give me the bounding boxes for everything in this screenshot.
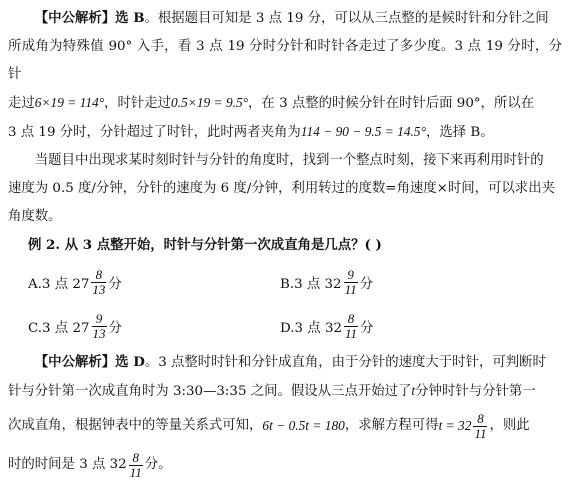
- text-run: 3 点 19 分时，分针超过了时针，此时两者夹角为: [8, 125, 301, 140]
- formula: 114 − 90 − 9.5 = 14.5°: [300, 124, 426, 139]
- text-run: 次成直角，根据钟表中的等量关系式可知，: [8, 418, 263, 433]
- option-c[interactable]: [28, 312, 268, 341]
- denominator: 11: [344, 325, 358, 341]
- analysis-1-line-2: 所成角为特殊值 90° 入手，看 3 点 19 分时分针和时针各走过了多少度。3 点 19 分时，分针: [8, 39, 562, 82]
- analysis-paragraph-2: [8, 348, 562, 484]
- analysis-2-line-2: [8, 377, 562, 406]
- text-run: ，在 3 点整的时候分针在时针后面 90°，所以在: [248, 96, 535, 111]
- solution-fraction: [473, 412, 487, 441]
- analysis-paragraph-1: [8, 4, 562, 147]
- text-run: 分钟时针与分针第一: [415, 384, 536, 399]
- analysis-1-line-3: [8, 89, 562, 118]
- option-b-suffix: 分: [359, 276, 373, 292]
- solution: t = 32: [438, 418, 472, 433]
- option-d-prefix: D.3 点 32: [280, 320, 342, 336]
- text-run: 。根据题目可知是 3 点 19 分，可以从三点整的是候时针和分针之间: [144, 11, 549, 26]
- numerator: 9: [344, 268, 358, 283]
- option-a[interactable]: [28, 268, 268, 297]
- question-text: . 从 3 点整开始，时针与分针第一次成直角是几点？( ): [55, 237, 382, 253]
- text-run: 走过: [8, 96, 35, 111]
- numerator: 8: [129, 451, 143, 466]
- answer-choice: 选 D: [115, 354, 145, 370]
- text-run: 时的时间是 3 点 32: [8, 457, 127, 472]
- analysis-tag: 【中公解析】: [34, 10, 116, 26]
- denominator: 11: [344, 281, 357, 297]
- numerator: 8: [344, 312, 358, 327]
- option-b-fraction: [344, 268, 358, 297]
- text-run: 分。: [144, 457, 172, 472]
- denominator: 13: [92, 281, 106, 297]
- option-a-prefix: A.3 点 27: [28, 276, 90, 292]
- tip-line-3: 角度数。: [8, 209, 62, 224]
- time-fraction: [129, 451, 143, 480]
- answer-choice: 选 B: [115, 10, 145, 26]
- analysis-1-line-4: [8, 118, 562, 147]
- text-run: ，选择 B。: [425, 125, 494, 140]
- analysis-2-line-4: [8, 446, 562, 484]
- analysis-2-line-1: [8, 348, 562, 377]
- formula: 6×19 = 114°: [34, 95, 105, 110]
- denominator: 13: [92, 325, 106, 341]
- options-row-2: [8, 304, 562, 348]
- analysis-2-line-3: [8, 406, 562, 446]
- question: [28, 231, 562, 260]
- analysis-1-line-1: [8, 4, 562, 33]
- option-d[interactable]: [280, 312, 520, 341]
- text-run: 。3 点整时时针和分针成直角，由于分针的速度大于时针，可判断时: [144, 355, 546, 370]
- text-run: ，则此: [489, 418, 530, 433]
- text-run: ，时针走过: [104, 96, 172, 111]
- equation: 6t − 0.5t = 180: [262, 418, 345, 433]
- option-a-suffix: 分: [108, 276, 122, 292]
- numerator: 9: [92, 312, 107, 327]
- option-c-prefix: C.3 点 27: [28, 320, 90, 336]
- options-row-1: [8, 260, 562, 304]
- tip-line-2: 速度为 0.5 度/分钟，分针的速度为 6 度/分钟，利用转过的度数=角速度×时间，可以求出夹: [8, 181, 555, 196]
- numerator: 8: [91, 268, 106, 283]
- analysis-tag: 【中公解析】: [34, 354, 116, 370]
- text-run: ，求解方程可得: [344, 418, 439, 433]
- variable-t: t: [411, 383, 416, 398]
- option-c-fraction: [92, 312, 107, 341]
- tip-line-1: 当题目中出现求某时刻时针与分针的角度时，找到一个整点时刻，接下来再利用时针的: [34, 153, 544, 168]
- option-b-prefix: B.3 点 32: [280, 276, 342, 292]
- option-a-fraction: [91, 268, 106, 297]
- tip-paragraph: [8, 147, 562, 231]
- option-c-suffix: 分: [108, 320, 122, 336]
- option-d-fraction: [344, 312, 358, 341]
- formula: 0.5×19 = 9.5°: [171, 95, 249, 110]
- option-b[interactable]: [280, 268, 520, 297]
- denominator: 11: [129, 464, 142, 480]
- denominator: 11: [474, 425, 487, 441]
- question-label: 例 2: [28, 237, 56, 253]
- option-d-suffix: 分: [360, 320, 374, 336]
- text-run: 针与分针第一次成直角时为 3:30—3:35 之间。假设从三点开始过了: [8, 384, 412, 399]
- numerator: 8: [473, 412, 487, 427]
